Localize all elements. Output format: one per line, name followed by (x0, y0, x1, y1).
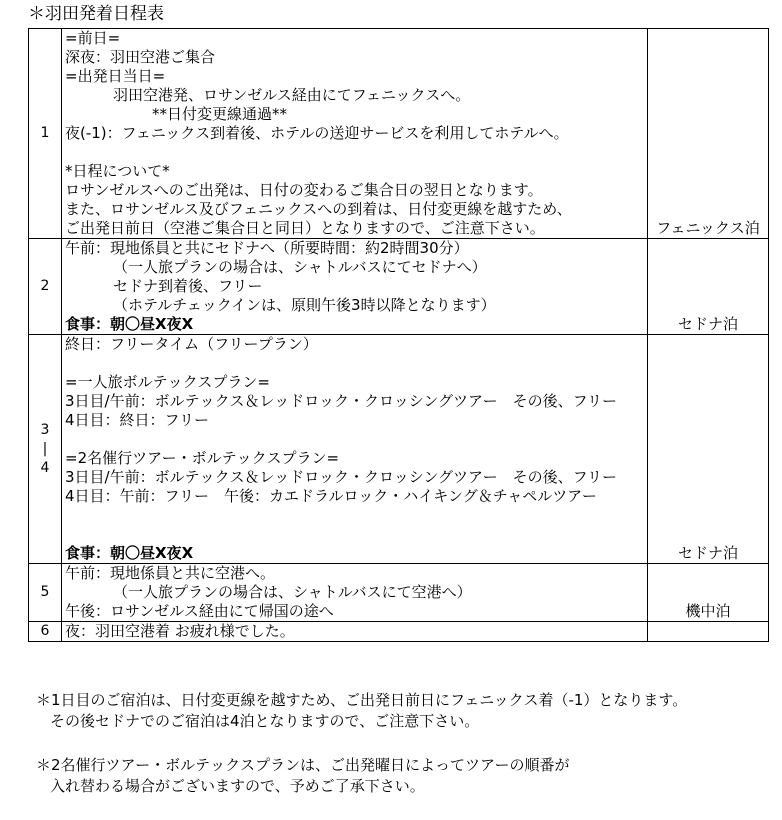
schedule-row (29, 564, 769, 622)
schedule-row (29, 622, 769, 642)
day-content (62, 29, 648, 239)
day-number: 5 (29, 564, 62, 622)
schedule-table (28, 28, 769, 642)
schedule-line: ご出発日前日（空港ご集合日と同日）となりますので、ご注意下さい。 (65, 219, 545, 237)
overnight-stay: セドナ泊 (648, 335, 769, 564)
schedule-line: （一人旅プランの場合は、シャトルバスにて空港へ） (113, 583, 472, 601)
note-item (36, 690, 687, 732)
schedule-line: 4日目：終日：フリー (65, 411, 209, 429)
schedule-line: 午前：現地係員と共にセドナへ（所要時間：約2時間30分） (65, 239, 469, 257)
schedule-line: 羽田空港発、ロサンゼルス経由にてフェニックスへ。 (113, 86, 471, 104)
schedule-line: 4日目：午前：フリー 午後：カエドラルロック・ハイキング＆チャペルツアー (65, 487, 597, 505)
schedule-line: （ホテルチェックインは、原則午後3時以降となります） (113, 296, 496, 314)
schedule-line: 夜：羽田空港着 お疲れ様でした。 (65, 622, 295, 640)
schedule-line: 3日目/午前：ボルテックス＆レッドロック・クロッシングツアー その後、フリー (65, 468, 617, 486)
schedule-line: セドナ到着後、フリー (113, 277, 263, 295)
schedule-line: 深夜：羽田空港ご集合 (65, 48, 216, 66)
overnight-stay (648, 622, 769, 642)
schedule-line (65, 143, 647, 162)
schedule-line (65, 354, 647, 373)
day-number: 3 | 4 (29, 335, 62, 564)
schedule-line: ロサンゼルスへのご出発は、日付の変わるご集合日の翌日となります。 (65, 181, 543, 199)
schedule-line: =一人旅ボルテックスプラン= (65, 373, 270, 391)
schedule-line: *日程について* (65, 162, 170, 180)
schedule-row (29, 335, 769, 564)
day-content (62, 335, 648, 564)
schedule-line (65, 525, 647, 544)
day-content (62, 622, 648, 642)
note-line: 入れ替わる場合がございますので、予めご了承下さい。 (50, 777, 425, 795)
day-number: 1 (29, 29, 62, 239)
schedule-line: 夜(-1)：フェニックス到着後、ホテルの送迎サービスを利用してホテルへ。 (65, 124, 569, 142)
schedule-line (65, 430, 647, 449)
schedule-line: =2名催行ツアー・ボルテックスプラン= (65, 449, 340, 467)
schedule-row (29, 29, 769, 239)
schedule-line: =前日= (65, 29, 121, 47)
day-number: 2 (29, 239, 62, 335)
overnight-stay: セドナ泊 (648, 239, 769, 335)
schedule-line: 午後：ロサンゼルス経由にて帰国の途へ (65, 602, 334, 620)
note-item (36, 755, 687, 797)
schedule-row (29, 239, 769, 335)
page-title: ＊羽田発着日程表 (28, 4, 164, 24)
schedule-line: =出発日当日= (65, 67, 166, 85)
schedule-line: （一人旅プランの場合は、シャトルバスにてセドナへ） (113, 258, 487, 276)
note-line: ＊1日目のご宿泊は、日付変更線を越すため、ご出発日前日にフェニックス着（-1）となります。 (36, 691, 688, 709)
schedule-line: また、ロサンゼルス及びフェニックスへの到着は、日付変更線を越すため、 (65, 200, 572, 218)
schedule-line (65, 506, 647, 525)
overnight-stay: 機中泊 (648, 564, 769, 622)
overnight-stay: フェニックス泊 (648, 29, 769, 239)
schedule-line: 午前：現地係員と共に空港へ。 (65, 564, 276, 582)
day-content (62, 564, 648, 622)
note-line: ＊2名催行ツアー・ボルテックスプランは、ご出発曜日によってツアーの順番が (36, 756, 570, 774)
meal-info: 食事：朝〇昼X夜X (65, 315, 194, 333)
day-number: 6 (29, 622, 62, 642)
schedule-line: 終日：フリータイム（フリープラン） (65, 335, 318, 353)
schedule-line: **日付変更線通過** (152, 105, 288, 123)
schedule-line: 3日目/午前：ボルテックス＆レッドロック・クロッシングツアー その後、フリー (65, 392, 617, 410)
note-line: その後セドナでのご宿泊は4泊となりますので、ご注意下さい。 (50, 712, 480, 730)
meal-info: 食事：朝〇昼X夜X (65, 544, 194, 562)
notes-section (36, 690, 687, 820)
day-content (62, 239, 648, 335)
